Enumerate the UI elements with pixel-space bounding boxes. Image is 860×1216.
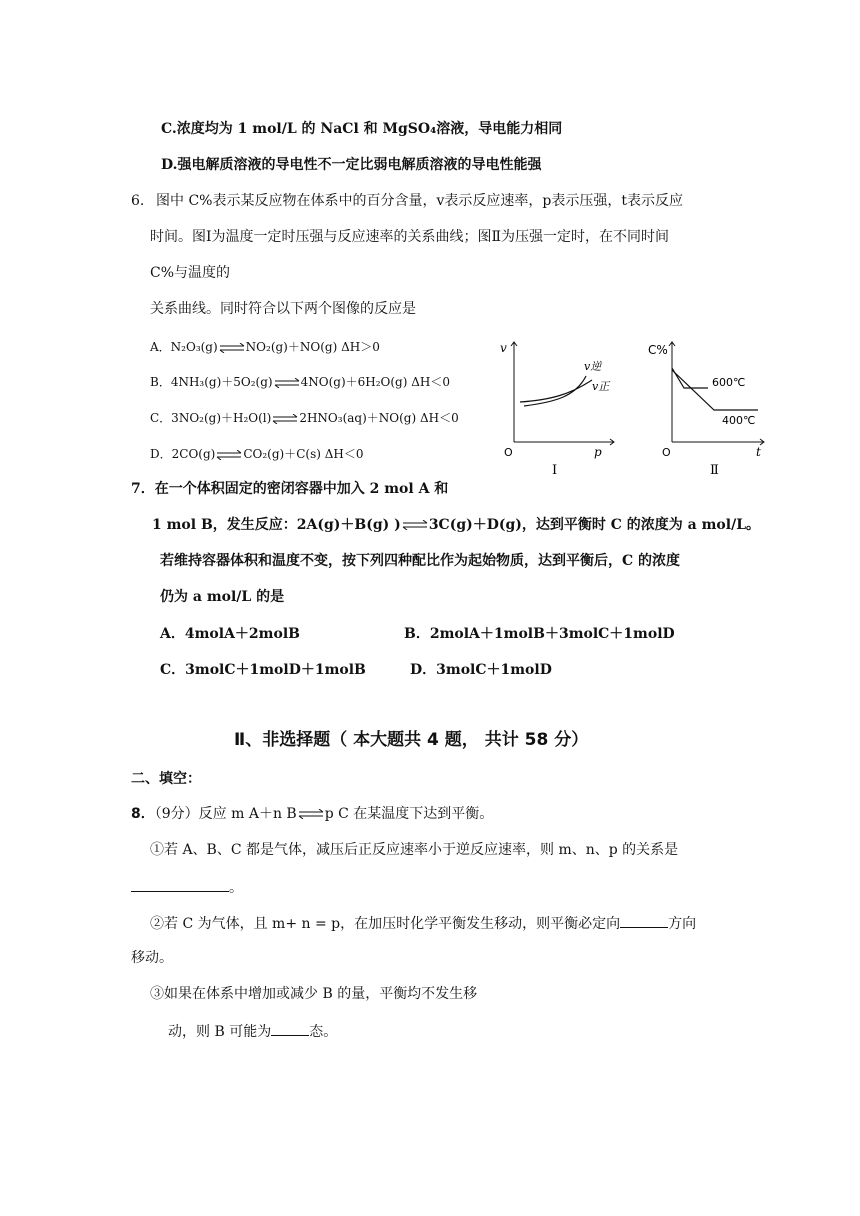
- q6-option-a-products: NO₂(g)＋NO(g) ΔH＞0: [245, 340, 380, 354]
- q6-option-d-reactants: D．2CO(g): [150, 447, 216, 461]
- q8-part1-answer: [131, 877, 243, 897]
- figure-2-caption: Ⅱ: [710, 463, 719, 478]
- figure-1-caption: Ⅰ: [552, 463, 558, 478]
- q7-line1: 7．在一个体积固定的密闭容器中加入 2 mol A 和: [131, 481, 449, 497]
- q8-part3-blank[interactable]: [271, 1021, 309, 1036]
- q8-part2-text: ②若 C 为气体，且 m+ n = p，在加压时化学平衡发生移动，则平衡必定向: [150, 916, 621, 932]
- figure-1-rate-vs-pressure: [496, 336, 620, 486]
- q7-line2: [152, 516, 760, 534]
- figure-2-line-600: [672, 368, 708, 388]
- q6-stem-line3: C%与温度的: [150, 265, 231, 281]
- equilibrium-arrow-icon: [272, 414, 298, 424]
- q7-option-c: C．3molC＋1molD＋1molB: [160, 662, 366, 678]
- q6-option-a-reactants: A．N₂O₃(g): [150, 340, 218, 354]
- equilibrium-arrow-icon: [219, 343, 245, 353]
- figure-1-curve-label-1: v逆: [584, 360, 602, 373]
- q7-option-d: D．3molC＋1molD: [410, 662, 552, 678]
- equilibrium-arrow-icon: [274, 378, 300, 388]
- q7-line2-reactants: 1 mol B，发生反应：2A(g)＋B(g) ): [152, 517, 401, 533]
- equilibrium-arrow-icon: [216, 450, 242, 460]
- q6-option-c-reactants: C．3NO₂(g)＋H₂O(l): [150, 411, 272, 425]
- q6-option-c-products: 2HNO₃(aq)＋NO(g) ΔH＜0: [299, 411, 459, 425]
- q6-stem-line2: 时间。图Ⅰ为温度一定时压强与反应速率的关系曲线；图Ⅱ为压强一定时，在不同时间: [150, 229, 670, 245]
- section-2-title: Ⅱ、非选择题（ 本大题共 4 题， 共计 58 分）: [234, 730, 589, 750]
- q8-part3-continued: [168, 1021, 337, 1041]
- equilibrium-arrow-icon: [402, 520, 428, 530]
- q6-stem-line4: 关系曲线。同时符合以下两个图像的反应是: [150, 301, 416, 317]
- figure-1-curve-reverse: [524, 376, 586, 406]
- figure-2-x-label: t: [756, 445, 761, 459]
- q8-part3-end: 态。: [309, 1024, 338, 1040]
- figure-1-x-label: p: [594, 445, 602, 459]
- q6-stem-line1: 图中 C%表示某反应物在体系中的百分含量，v表示反应速率，p表示压强，t表示反应: [156, 193, 683, 209]
- q6-option-b: [150, 373, 450, 391]
- q8-line1: [131, 805, 493, 823]
- q6-option-d: [150, 445, 364, 463]
- q7-option-b: B．2molA＋1molB＋3molC＋1molD: [404, 626, 675, 642]
- q6-option-b-products: 4NO(g)＋6H₂O(g) ΔH＜0: [300, 375, 451, 389]
- q7-line4: 仍为 a mol/L 的是: [160, 589, 285, 605]
- q7-line3: 若维持容器体积和温度不变，按下列四种配比作为起始物质，达到平衡后，C 的浓度: [160, 553, 681, 569]
- q6-number: 6.: [131, 193, 145, 209]
- q6-option-d-products: CO₂(g)＋C(s) ΔH＜0: [243, 447, 364, 461]
- q6-option-c: [150, 409, 459, 427]
- figure-1-y-label: v: [500, 341, 507, 355]
- q8-part2-direction: 方向: [668, 916, 697, 932]
- q6-option-b-reactants: B．4NH₃(g)＋5O₂(g): [150, 375, 273, 389]
- q8-line1-rest: p C 在某温度下达到平衡。: [324, 806, 494, 822]
- q8-part2: [150, 913, 696, 933]
- q8-number: 8．: [131, 806, 155, 822]
- section-2-subheading: 二、填空：: [131, 771, 201, 787]
- q8-part1-end: 。: [229, 880, 243, 896]
- q8-part2-continued: 移动。: [131, 950, 173, 966]
- q8-part3-text: 动，则 B 可能为: [168, 1024, 272, 1040]
- q7-line2-products: 3C(g)＋D(g)，达到平衡时 C 的浓度为 a mol/L。: [428, 517, 761, 533]
- figure-2-y-label: C%: [648, 343, 668, 357]
- q6-option-a: [150, 338, 380, 356]
- figure-1-curve-label-2: v正: [592, 380, 610, 393]
- figure-2-curve-label-2: 400℃: [722, 414, 756, 427]
- q8-part2-blank[interactable]: [620, 913, 668, 928]
- figure-2-curve-label-1: 600℃: [712, 376, 746, 389]
- figure-2-content-vs-time: [646, 336, 770, 486]
- q8-part1: ①若 A、B、C 都是气体，减压后正反应速率小于逆反应速率，则 m、n、p 的关系是: [150, 842, 679, 858]
- equilibrium-arrow-icon: [298, 809, 324, 819]
- q8-part1-blank[interactable]: [131, 877, 229, 892]
- q7-option-a: A．4molA＋2molB: [160, 626, 300, 642]
- q5-option-c: C.浓度均为 1 mol/L 的 NaCl 和 MgSO₄溶液，导电能力相同: [161, 121, 563, 137]
- q8-part3: ③如果在体系中增加或减少 B 的量，平衡均不发生移: [150, 986, 478, 1002]
- q8-line1-text: （9分）反应 m A＋n B: [154, 806, 297, 822]
- q5-option-d: D.强电解质溶液的导电性不一定比弱电解质溶液的导电性能强: [161, 157, 542, 173]
- figure-1-origin: O: [504, 446, 513, 459]
- figure-2-origin: O: [662, 446, 671, 459]
